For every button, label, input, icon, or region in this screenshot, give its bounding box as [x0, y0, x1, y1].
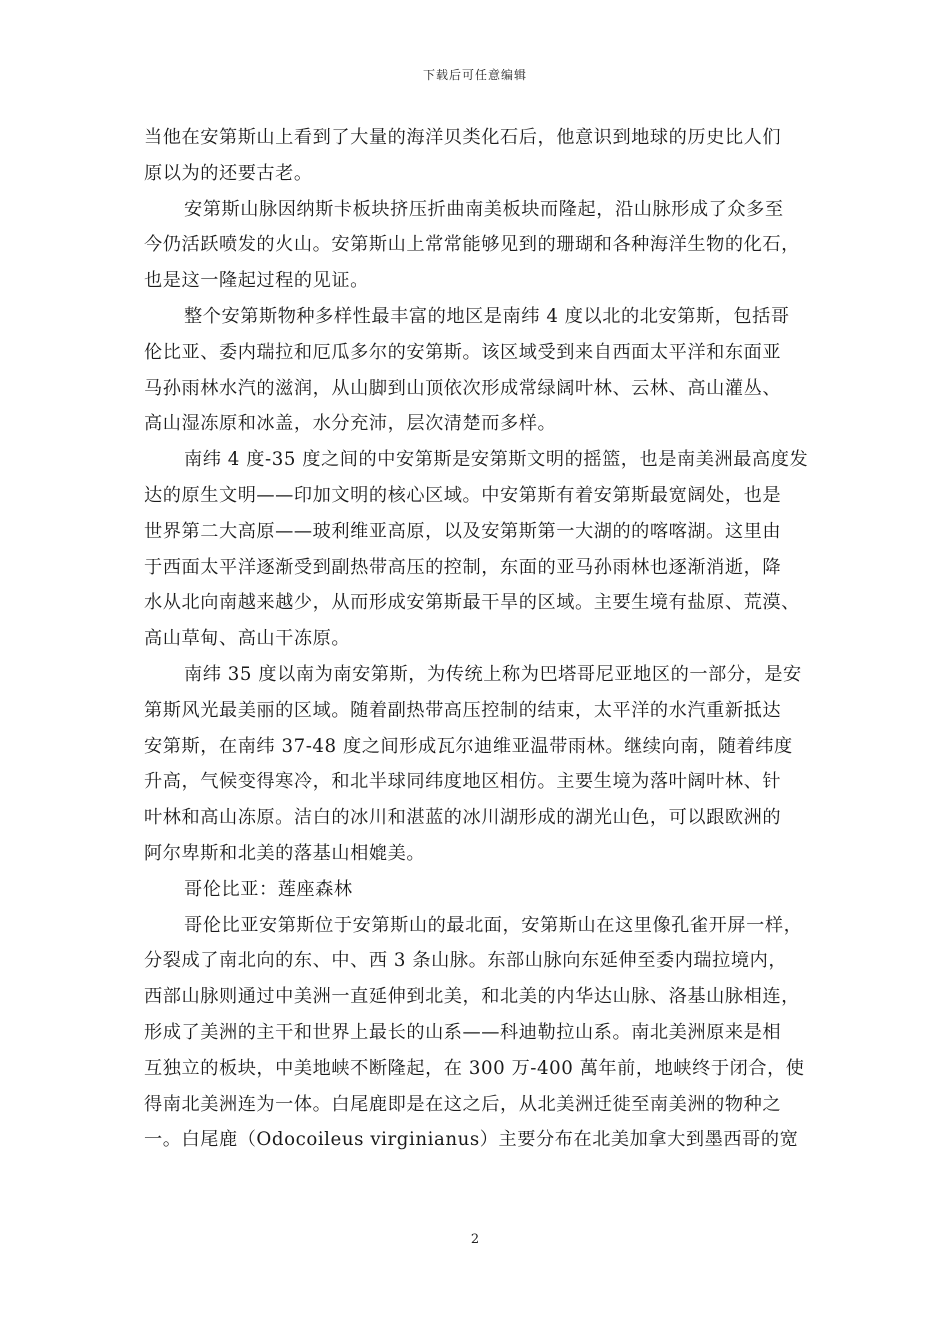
text-line: 也是这一隆起过程的见证。	[144, 270, 369, 292]
text-line: 马孙雨林水汽的滋润，从山脚到山顶依次形成常绿阔叶林、云林、高山灌丛、	[144, 377, 782, 399]
text-line: 高山湿冻原和冰盖，水分充沛，层次清楚而多样。	[144, 413, 557, 435]
text-line: 南纬 4 度-35 度之间的中安第斯是安第斯文明的摇篮，也是南美洲最高度发	[184, 449, 809, 471]
text-line: 于西面太平洋逐渐受到副热带高压的控制，东面的亚马孙雨林也逐渐消逝，降	[144, 556, 782, 578]
text-line: 达的原生文明——印加文明的核心区域。中安第斯有着安第斯最宽阔处，也是	[144, 484, 782, 506]
text-line: 安第斯，在南纬 37-48 度之间形成瓦尔迪维亚温带雨林。继续向南，随着纬度	[144, 735, 793, 757]
page-header: 下载后可任意编辑	[422, 68, 527, 82]
text-line: 哥伦比亚安第斯位于安第斯山的最北面，安第斯山在这里像孔雀开屏一样，	[184, 914, 803, 936]
text-line: 今仍活跃喷发的火山。安第斯山上常常能够见到的珊瑚和各种海洋生物的化石，	[144, 234, 800, 256]
page-number: 2	[470, 1232, 480, 1247]
text-line: 叶林和高山冻原。洁白的冰川和湛蓝的冰川湖形成的湖光山色，可以跟欧洲的	[144, 807, 782, 829]
text-line: 原以为的还要古老。	[144, 162, 313, 184]
text-line: 伦比亚、委内瑞拉和厄瓜多尔的安第斯。该区域受到来自西面太平洋和东面亚	[144, 341, 782, 363]
text-line: 形成了美洲的主干和世界上最长的山系——科迪勒拉山系。南北美洲原来是相	[144, 1021, 782, 1043]
text-line: 升高，气候变得寒冷，和北半球同纬度地区相仿。主要生境为落叶阔叶林、针	[144, 771, 782, 793]
text-line: 高山草甸、高山干冻原。	[144, 628, 351, 650]
text-line: 一。白尾鹿（Odocoileus virginianus）主要分布在北美加拿大到墨西哥的宽	[144, 1129, 799, 1151]
text-line: 世界第二大高原——玻利维亚高原，以及安第斯第一大湖的的喀喀湖。这里由	[144, 520, 782, 542]
text-line: 分裂成了南北向的东、中、西 3 条山脉。东部山脉向东延伸至委内瑞拉境内，	[144, 950, 788, 972]
document-body	[144, 120, 816, 1158]
text-line: 哥伦比亚：莲座森林	[184, 878, 353, 900]
text-line: 第斯风光最美丽的区域。随着副热带高压控制的结束，太平洋的水汽重新抵达	[144, 699, 782, 721]
text-line: 当他在安第斯山上看到了大量的海洋贝类化石后，他意识到地球的历史比人们	[144, 127, 782, 148]
text-line: 得南北美洲连为一体。白尾鹿即是在这之后，从北美洲迁徙至南美洲的物种之	[144, 1093, 782, 1115]
text-line: 阿尔卑斯和北美的落基山相媲美。	[144, 842, 426, 864]
text-line: 安第斯山脉因纳斯卡板块挤压折曲南美板块而隆起，沿山脉形成了众多至	[184, 198, 784, 220]
text-line: 整个安第斯物种多样性最丰富的地区是南纬 4 度以北的北安第斯，包括哥	[184, 305, 790, 327]
text-line: 水从北向南越来越少，从而形成安第斯最干旱的区域。主要生境有盐原、荒漠、	[144, 592, 800, 614]
text-line: 南纬 35 度以南为南安第斯，为传统上称为巴塔哥尼亚地区的一部分，是安	[184, 663, 802, 685]
text-line: 西部山脉则通过中美洲一直延伸到北美，和北美的内华达山脉、洛基山脉相连，	[144, 986, 800, 1008]
text-line: 互独立的板块，中美地峡不断隆起，在 300 万-400 萬年前，地峡终于闭合，使	[144, 1057, 805, 1079]
